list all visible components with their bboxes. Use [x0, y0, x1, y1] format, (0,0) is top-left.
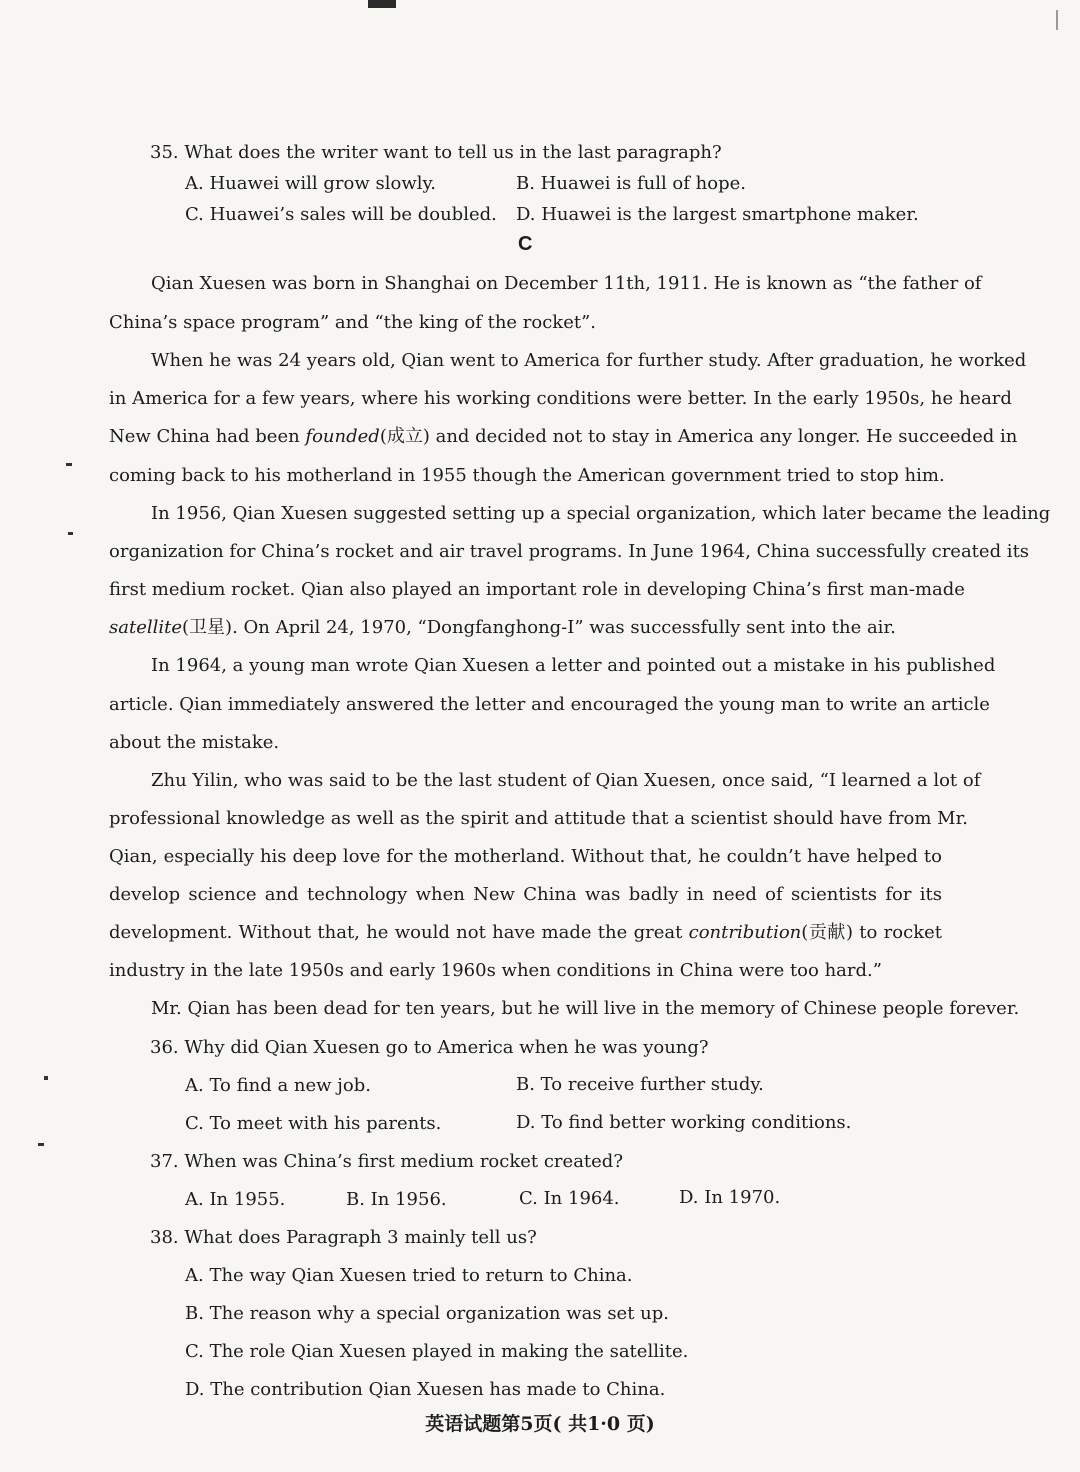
- scan-speck: [38, 1143, 44, 1146]
- page-footer: 英语试题第5页( 共1·0 页): [425, 1413, 655, 1435]
- binding-mark: [368, 0, 396, 8]
- passage-p4-line1: In 1964, a young man wrote Qian Xuesen a letter and pointed out a mistake in his published: [151, 655, 996, 676]
- q37-option-d: D. In 1970.: [679, 1187, 781, 1208]
- q35-option-a: A. Huawei will grow slowly.: [185, 173, 436, 194]
- vocab-word-founded: founded: [305, 426, 380, 447]
- q36-option-b: B. To receive further study.: [516, 1074, 764, 1095]
- q37-stem: 37. When was China’s first medium rocket created?: [150, 1151, 623, 1172]
- text-run: and decided not to stay in America any longer. He succeeded in: [429, 426, 1018, 447]
- passage-p5-line6: industry in the late 1950s and early 1960s when conditions in China were too hard.”: [109, 960, 882, 981]
- passage-p2-line3: [109, 425, 1018, 449]
- passage-p5-line3: Qian, especially his deep love for the motherland. Without that, he couldn’t have helped to: [109, 846, 942, 867]
- q38-option-d: D. The contribution Qian Xuesen has made to China.: [185, 1379, 666, 1400]
- q37-option-c: C. In 1964.: [519, 1188, 620, 1209]
- q36-option-a: A. To find a new job.: [185, 1075, 371, 1096]
- q36-option-d: D. To find better working conditions.: [516, 1112, 852, 1133]
- section-letter: C: [518, 233, 533, 255]
- passage-p6: Mr. Qian has been dead for ten years, but he will live in the memory of Chinese people forever.: [151, 998, 1020, 1019]
- passage-p3-line1: In 1956, Qian Xuesen suggested setting up a special organization, which later became the leading: [151, 503, 1051, 524]
- passage-p2-line2: in America for a few years, where his working conditions were better. In the early 1950s, he heard: [109, 388, 1012, 409]
- vocab-gloss: (贡献): [801, 922, 854, 943]
- passage-p2-line1: When he was 24 years old, Qian went to America for further study. After graduation, he worked: [151, 350, 1027, 371]
- q36-option-c: C. To meet with his parents.: [185, 1113, 442, 1134]
- q38-option-a: A. The way Qian Xuesen tried to return to China.: [185, 1265, 633, 1286]
- q37-option-a: A. In 1955.: [185, 1189, 286, 1210]
- vocab-gloss: (卫星): [182, 617, 233, 638]
- text-run: New China had been: [109, 426, 306, 447]
- q35-option-d: D. Huawei is the largest smartphone maker.: [516, 204, 919, 225]
- passage-p5-line4: develop science and technology when New China was badly in need of scientists for its: [109, 884, 942, 905]
- text-run: . On April 24, 1970, “Dongfanghong-I” was successfully sent into the air.: [232, 617, 896, 638]
- passage-p3-line3: first medium rocket. Qian also played an important role in developing China’s first man-made: [109, 579, 965, 600]
- passage-p1-line1: Qian Xuesen was born in Shanghai on December 11th, 1911. He is known as “the father of: [151, 273, 982, 294]
- passage-p4-line2: article. Qian immediately answered the letter and encouraged the young man to write an article: [109, 694, 990, 715]
- passage-p5-line1: Zhu Yilin, who was said to be the last student of Qian Xuesen, once said, “I learned a lot of: [151, 770, 981, 791]
- passage-p5-line5: [109, 921, 942, 945]
- passage-p1-line2: China’s space program” and “the king of the rocket”.: [109, 312, 597, 333]
- vocab-word-contribution: contribution: [688, 922, 802, 943]
- scan-speck: [66, 463, 72, 466]
- scan-speck: [1056, 10, 1058, 30]
- q38-option-b: B. The reason why a special organization was set up.: [185, 1303, 670, 1324]
- vocab-gloss: (成立): [379, 426, 430, 447]
- scan-speck: [68, 532, 73, 535]
- passage-p4-line3: about the mistake.: [109, 732, 280, 753]
- passage-p3-line4: [109, 616, 942, 640]
- passage-p5-line2: professional knowledge as well as the spirit and attitude that a scientist should have from Mr.: [109, 808, 968, 829]
- passage-p3-line2: organization for China’s rocket and air travel programs. In June 1964, China successfully created its: [109, 541, 1030, 562]
- text-run: to rocket: [853, 922, 942, 943]
- text-run: development. Without that, he would not have made the great: [109, 922, 689, 943]
- passage-p2-line4: coming back to his motherland in 1955 though the American government tried to stop him.: [109, 465, 945, 486]
- q38-option-c: C. The role Qian Xuesen played in making the satellite.: [185, 1341, 689, 1362]
- q35-option-b: B. Huawei is full of hope.: [516, 173, 746, 194]
- q37-option-b: B. In 1956.: [346, 1189, 447, 1210]
- vocab-word-satellite: satellite: [109, 617, 183, 638]
- q35-stem: 35. What does the writer want to tell us in the last paragraph?: [150, 142, 722, 163]
- q35-option-c: C. Huawei’s sales will be doubled.: [185, 204, 497, 225]
- scan-speck: [44, 1076, 48, 1080]
- q36-stem: 36. Why did Qian Xuesen go to America when he was young?: [150, 1037, 709, 1058]
- q38-stem: 38. What does Paragraph 3 mainly tell us?: [150, 1227, 537, 1248]
